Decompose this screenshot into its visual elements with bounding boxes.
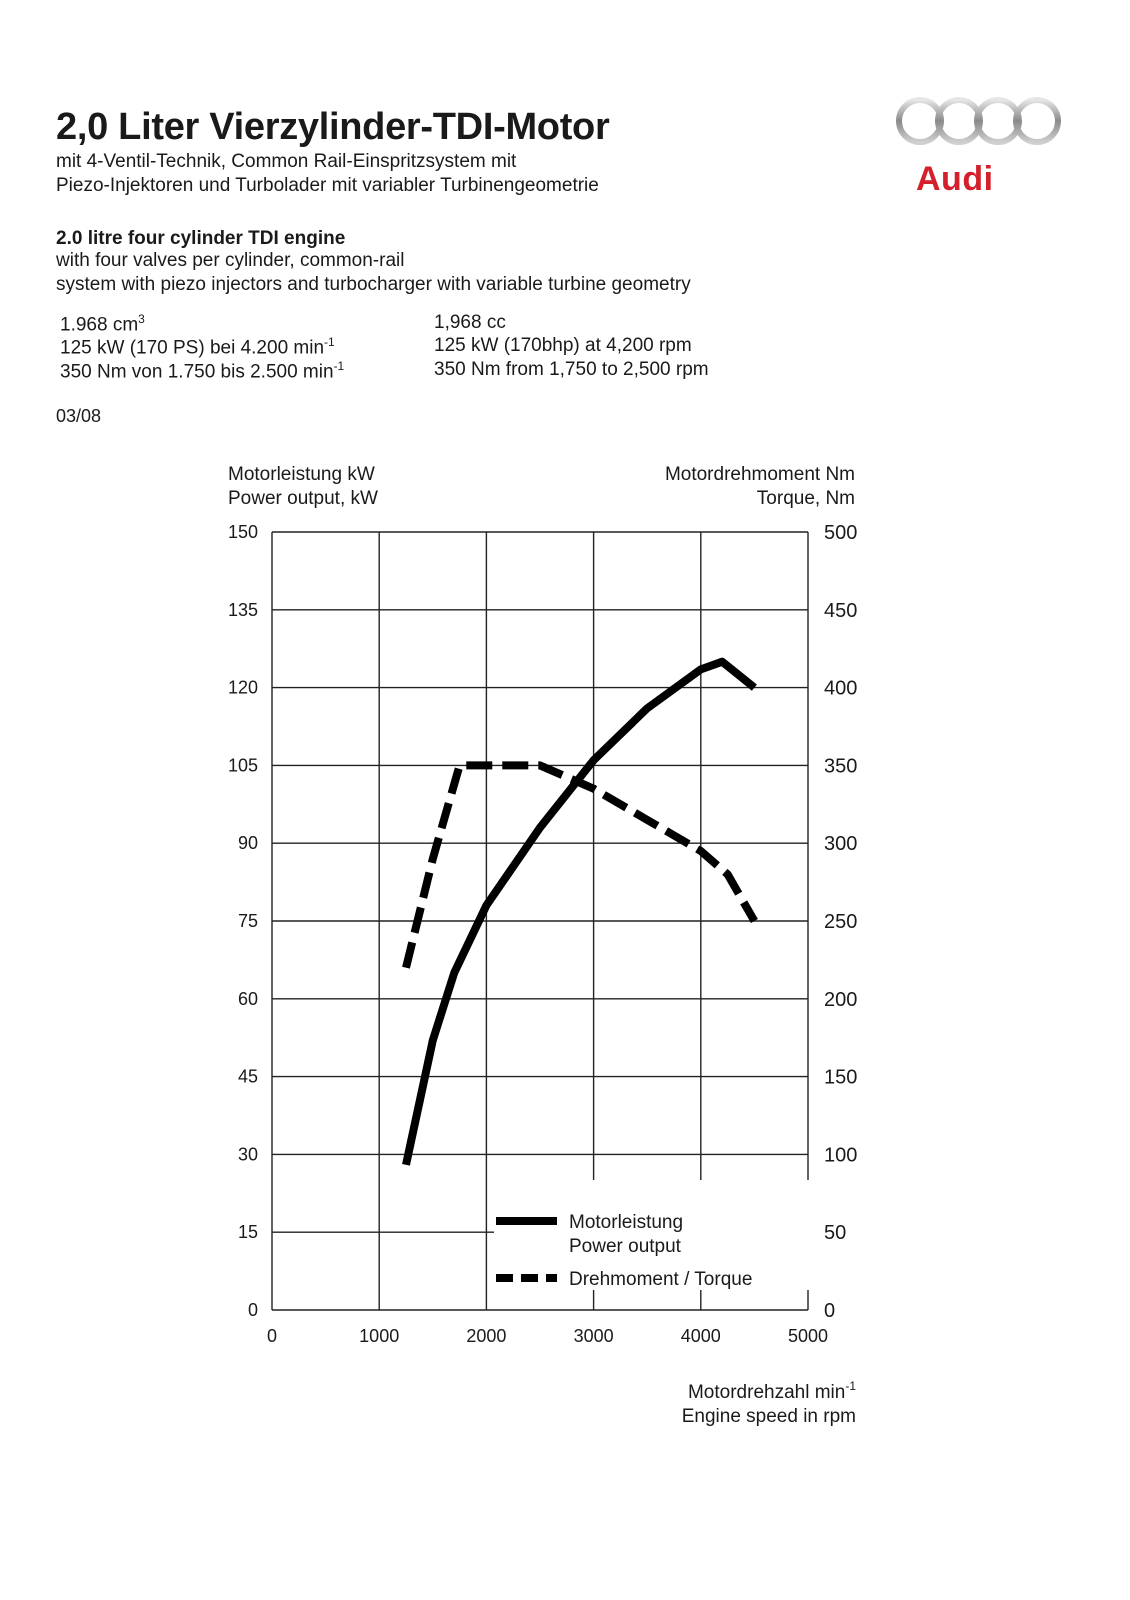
subtitle-de-line-1: mit 4-Ventil-Technik, Common Rail-Einspritzsystem mit: [56, 151, 517, 172]
y-right-tick-label: 100: [824, 1144, 858, 1167]
x-tick-label: 4000: [680, 1326, 721, 1346]
spec-de-torque: 350 Nm von 1.750 bis 2.500 $\min^{-1}$: [60, 359, 345, 383]
x-tick-label: 5000: [787, 1326, 829, 1346]
page-title: 2,0 Liter Vierzylinder-TDI-Motor: [56, 106, 610, 148]
x-tick-label: 2000: [466, 1326, 507, 1346]
y-left-tick-label: 75: [237, 911, 258, 931]
spec-de-displacement: 1.968 $cm^3$: [60, 312, 145, 336]
y-left-tick-label: 15: [237, 1222, 258, 1243]
y-left-tick-label: 105: [227, 755, 258, 776]
y-left-tick-label: 30: [237, 1144, 258, 1165]
y-left-tick-label: 120: [227, 677, 258, 698]
y-right-tick-label: 250: [824, 911, 858, 933]
y-left-tick-label: 60: [237, 988, 258, 1009]
y-right-tick-label: 450: [824, 599, 858, 622]
legend: [494, 1180, 810, 1290]
y-right-tick-label: 50: [824, 1222, 847, 1245]
y-right-label-2: Torque, Nm: [756, 488, 855, 509]
date-label: 03/08: [56, 406, 102, 426]
y-right-tick-label: 200: [824, 988, 858, 1011]
y-left-tick-label: 135: [227, 599, 258, 620]
brand-wordmark: Audi: [916, 160, 994, 198]
y-right-tick-label: 500: [824, 522, 858, 544]
y-right-label-1: Motordrehmoment Nm: [664, 464, 855, 485]
x-tick-label: 1000: [359, 1326, 400, 1346]
x-axis-label-1: Motordrehzahl $\min^{-1}$: [687, 1379, 856, 1403]
y-right-tick-label: 0: [824, 1300, 836, 1322]
spec-en-torque: 350 Nm from 1,750 to 2,500 rpm: [434, 359, 709, 380]
title-en: 2.0 litre four cylinder TDI engine: [56, 228, 346, 249]
y-left-tick-label: 0: [247, 1300, 258, 1320]
spec-de-power: 125 kW (170 PS) bei 4.200 $\min^{-1}$: [60, 335, 335, 359]
legend-torque-label: Drehmoment / Torque: [569, 1269, 753, 1290]
subtitle-de-line-2: Piezo-Injektoren und Turbolader mit variabler Turbinengeometrie: [56, 175, 599, 196]
y-left-label-2: Power output, kW: [228, 488, 378, 509]
power-series-line: [406, 662, 754, 1165]
y-left-tick-label: 45: [237, 1066, 258, 1087]
subtitle-en-line-1: with four valves per cylinder, common-rail: [56, 250, 405, 271]
y-right-tick-label: 400: [824, 677, 858, 700]
y-left-tick-label: 90: [237, 833, 258, 854]
legend-power-label-1: Motorleistung: [569, 1212, 684, 1233]
y-right-tick-label: 350: [824, 755, 858, 778]
y-right-tick-label: 150: [824, 1066, 858, 1089]
torque-series-line: [406, 765, 754, 967]
x-axis-label-2: Engine speed in rpm: [681, 1406, 856, 1427]
x-tick-label: 3000: [573, 1326, 614, 1346]
subtitle-en-line-2: system with piezo injectors and turbocharger with variable turbine geometry: [56, 274, 691, 295]
y-left-tick-label: 150: [227, 522, 258, 542]
legend-power-label-2: Power output: [569, 1236, 681, 1257]
spec-en-displacement: 1,968 cc: [434, 312, 506, 333]
spec-en-power: 125 kW (170bhp) at 4,200 rpm: [434, 335, 692, 356]
y-right-tick-label: 300: [824, 833, 858, 856]
y-left-label-1: Motorleistung kW: [228, 464, 375, 485]
series: [406, 662, 754, 1165]
x-tick-label: 0: [266, 1326, 278, 1346]
